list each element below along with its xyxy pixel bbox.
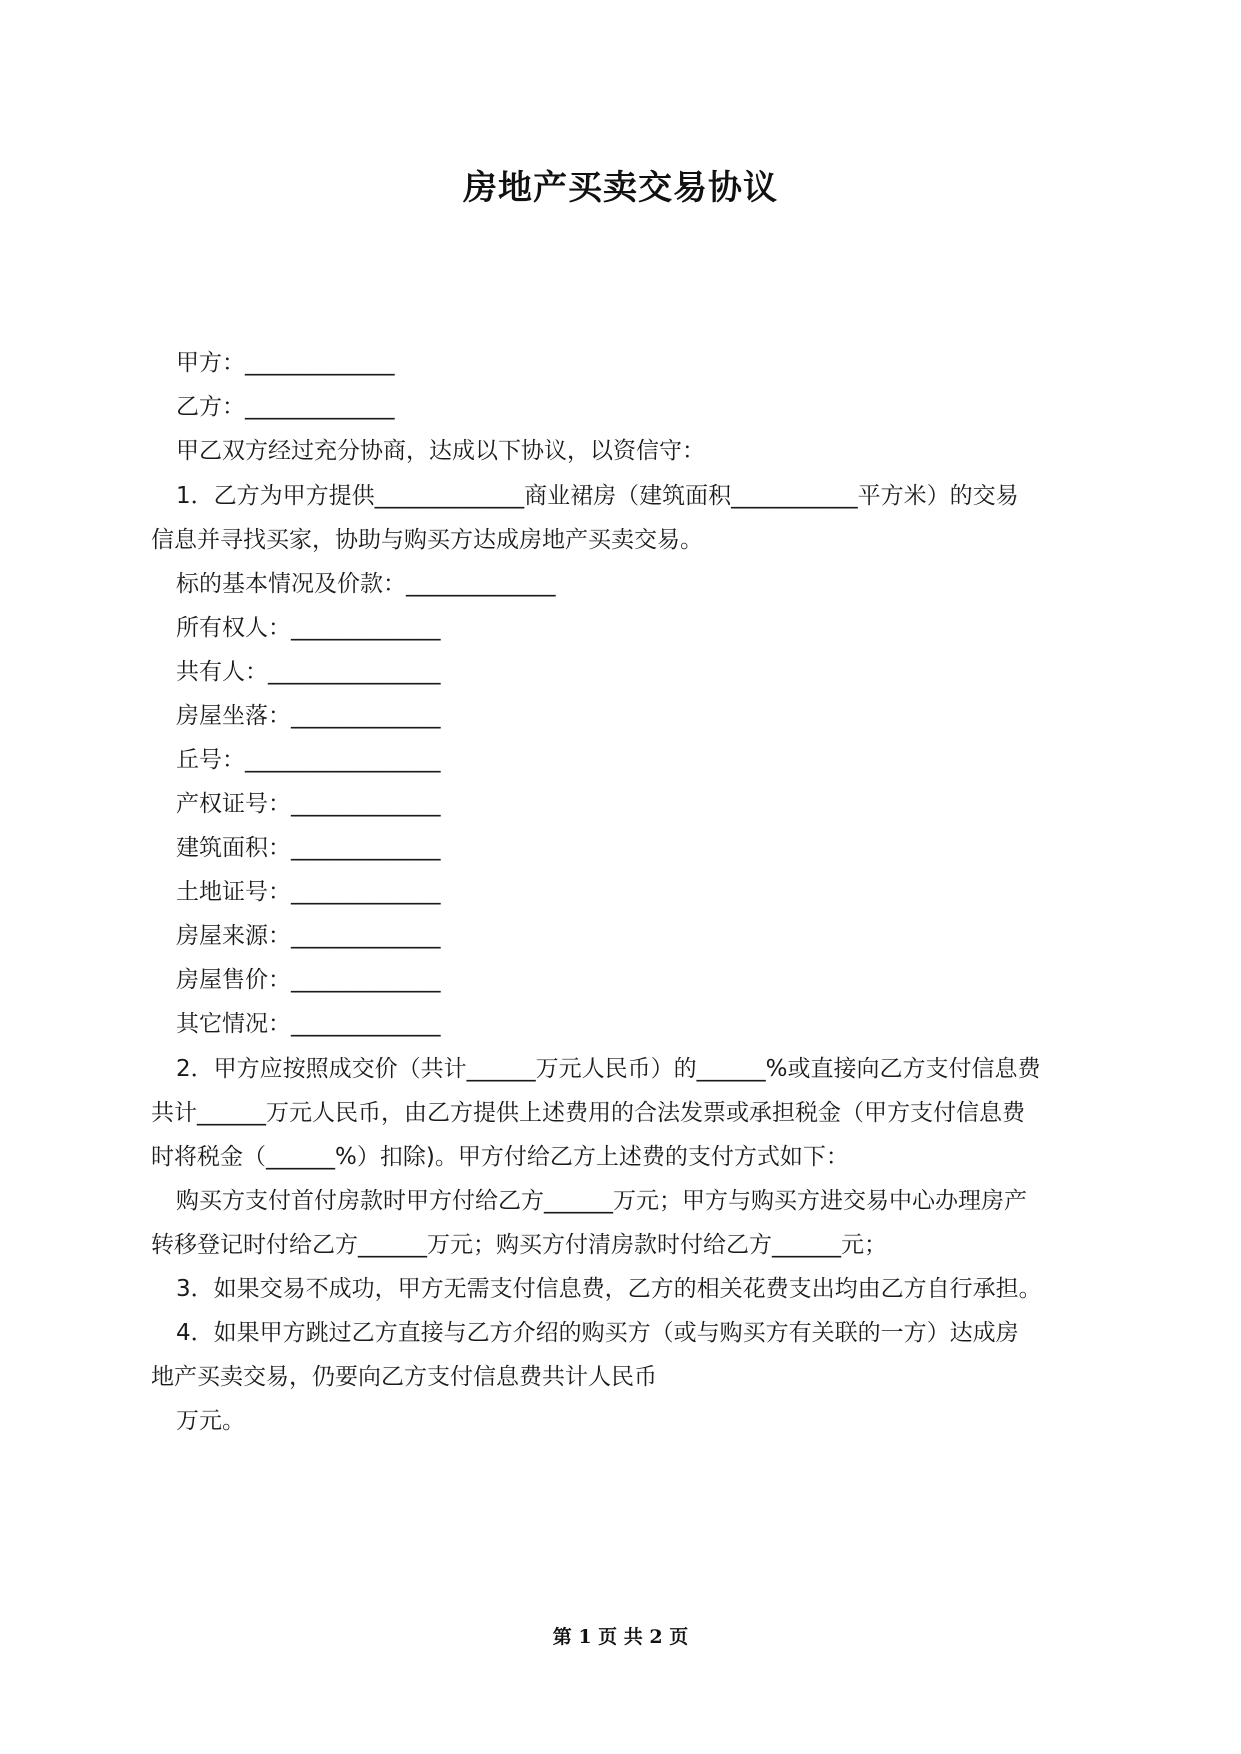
house-source-line: 房屋来源：_____________ [176, 923, 441, 949]
document-title: 房地产买卖交易协议 [463, 168, 778, 208]
other-info-line: 其它情况：_____________ [176, 1011, 441, 1037]
page-number-footer: 第 1 页 共 2 页 [552, 1626, 689, 1648]
payment-line-2: 转移登记时付给乙方______万元；购买方付清房款时付给乙方______元； [151, 1232, 887, 1258]
clause-2-line-3: 时将税金（______%）扣除)。甲方付给乙方上述费的支付方式如下： [151, 1144, 849, 1170]
floor-area-line: 建筑面积：_____________ [176, 835, 441, 861]
subject-info-line: 标的基本情况及价款：_____________ [176, 571, 556, 597]
location-line: 房屋坐落：_____________ [176, 703, 441, 729]
co-owner-line: 共有人：_______________ [176, 659, 441, 685]
parcel-number-line: 丘号：_________________ [176, 747, 441, 773]
clause-4-line-2: 地产买卖交易，仍要向乙方支付信息费共计人民币 [151, 1364, 657, 1390]
party-a-line: 甲方：_____________ [176, 350, 395, 376]
clause-4-line-1: 4．如果甲方跳过乙方直接与乙方介绍的购买方（或与购买方有关联的一方）达成房 [176, 1320, 1019, 1346]
clause-2-line-1: 2．甲方应按照成交价（共计______万元人民币）的______%或直接向乙方支付信息费 [176, 1056, 1041, 1082]
clause-4-line-3: 万元。 [176, 1408, 245, 1434]
owner-line: 所有权人：_____________ [176, 615, 441, 641]
sale-price-line: 房屋售价：_____________ [176, 967, 441, 993]
party-b-line: 乙方：_____________ [176, 394, 395, 420]
clause-2-line-2: 共计______万元人民币，由乙方提供上述费用的合法发票或承担税金（甲方支付信息费 [151, 1100, 1025, 1126]
clause-1-line-2: 信息并寻找买家，协助与购买方达成房地产买卖交易。 [151, 527, 703, 553]
land-cert-line: 土地证号：_____________ [176, 879, 441, 905]
preamble-line: 甲乙双方经过充分协商，达成以下协议，以资信守： [176, 438, 705, 464]
payment-line-1: 购买方支付首付房款时甲方付给乙方______万元；甲方与购买方进交易中心办理房产 [176, 1188, 1027, 1214]
title-cert-line: 产权证号：_____________ [176, 791, 441, 817]
clause-1-line-1: 1．乙方为甲方提供_____________商业裙房（建筑面积___________平方米）的交易 [176, 483, 1019, 509]
clause-3-line: 3．如果交易不成功，甲方无需支付信息费，乙方的相关花费支出均由乙方自行承担。 [176, 1276, 1042, 1302]
